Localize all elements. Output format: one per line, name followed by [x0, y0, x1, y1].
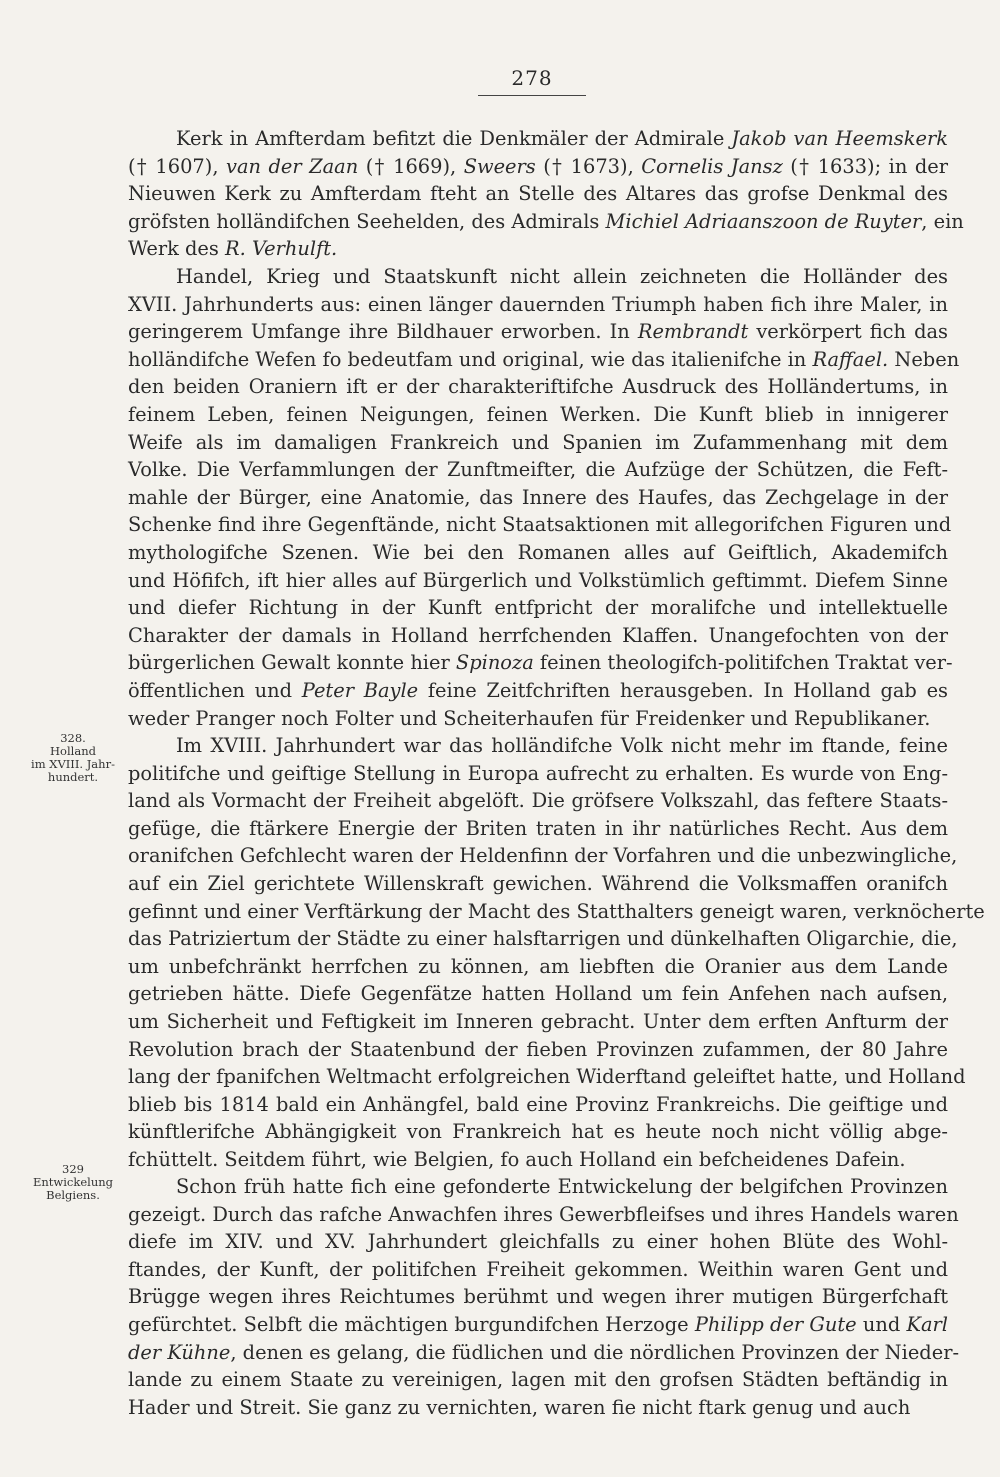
text-run: getrieben hätte. Diefe Gegenfätze hatten Holland um fein Anfehen nach aufsen, — [128, 982, 948, 1006]
text-line — [128, 760, 948, 788]
text-run: ftandes, der Kunft, der politifchen Freiheit gekommen. Weithin waren Gent und — [128, 1257, 948, 1281]
text-run: Weife als im damaligen Frankreich und Spanien im Zufammenhang mit dem — [128, 430, 948, 454]
text-line — [128, 1063, 966, 1091]
text-run: gefinnt und einer Verftärkung der Macht des Statthalters geneigt waren, verknöcherte — [128, 899, 985, 923]
text-line — [128, 318, 948, 346]
text-run: gröfsten holländifchen Seehelden, des Admirals — [128, 209, 606, 233]
text-run: Schenke find ihre Gegenftände, nicht Staatsaktionen mit allegorifchen Figuren und — [128, 513, 952, 537]
margin-note-line: 328. — [60, 731, 86, 745]
margin-note-line: Holland — [50, 744, 96, 758]
text-line — [128, 953, 948, 981]
text-run: Neben — [888, 347, 960, 371]
text-line — [128, 622, 948, 650]
text-run: Schon früh hatte fich eine gefonderte Entwickelung der belgifchen Provinzen — [176, 1175, 948, 1198]
text-run: mythologifche Szenen. Wie bei den Romanen alles auf Geiftlich, Akademifch — [128, 540, 948, 564]
text-run: († 1607), — [128, 154, 226, 178]
text-line — [128, 925, 958, 953]
text-run: Kerk in Amfterdam befitzt die Denkmäler der Admirale — [176, 127, 732, 150]
italic-name: van der Zaan — [225, 154, 359, 178]
italic-name: Michiel Adriaanszoon de Ruyter — [605, 209, 922, 233]
text-line — [128, 898, 985, 926]
text-run: feinen theologifch-politifchen Traktat ver- — [533, 651, 953, 675]
text-run: feinem Leben, feinen Neigungen, feinen Werken. Die Kunft blieb in innigerer — [128, 402, 948, 426]
text-line — [128, 346, 960, 374]
paragraph-1 — [128, 125, 964, 263]
text-run: weder Pranger noch Folter und Scheiterhaufen für Freidenker und Republikaner. — [128, 706, 931, 730]
paragraph-3 — [128, 732, 985, 1174]
text-line — [128, 842, 958, 870]
text-run: († 1669), — [358, 154, 464, 178]
italic-name: der Kühne — [128, 1340, 231, 1364]
text-line — [128, 153, 948, 181]
text-line — [128, 1173, 948, 1201]
text-line — [128, 1008, 948, 1036]
text-line — [128, 456, 948, 484]
text-line — [128, 484, 948, 512]
margin-note-329 — [18, 1163, 128, 1202]
text-line — [128, 1228, 948, 1256]
text-line — [128, 594, 948, 622]
text-run: gezeigt. Durch das rafche Anwachfen ihres Gewerbfleifses und ihres Handels waren — [128, 1202, 959, 1226]
italic-name: Rembrandt — [637, 320, 749, 344]
text-line — [128, 1091, 948, 1119]
text-line — [128, 291, 948, 319]
text-line — [128, 787, 948, 815]
text-line — [128, 125, 948, 153]
text-run: auf ein Ziel gerichtete Willenskraft gewichen. Während die Volksmaffen oranifch — [128, 871, 948, 895]
text-run: um Sicherheit und Feftigkeit im Inneren gebracht. Unter dem erften Anfturm der — [128, 1009, 948, 1033]
text-run: , ein — [921, 209, 964, 233]
text-line — [128, 263, 948, 291]
text-run: Handel, Krieg und Staatskunft nicht allein zeichneten die Holländer des — [176, 265, 948, 288]
text-line — [128, 429, 948, 457]
text-run: Hader und Streit. Sie ganz zu vernichten, waren fie nicht ftark genug und auch — [128, 1395, 911, 1419]
text-line — [128, 732, 948, 760]
text-run: lande zu einem Staate zu vereinigen, lagen mit den grofsen Städten beftändig in — [128, 1368, 948, 1392]
text-run: oranifchen Gefchlecht waren der Heldenfinn der Vorfahren und die unbezwingliche, — [128, 844, 958, 868]
paragraph-4 — [128, 1173, 960, 1421]
text-run: blieb bis 1814 bald ein Anhängfel, bald eine Provinz Frankreichs. Die geiftige und — [128, 1092, 948, 1116]
italic-name: Cornelis Jansz — [641, 154, 783, 178]
text-run: holländifche Wefen fo bedeutfam und original, wie das italienifche in — [128, 347, 813, 371]
text-run: und diefer Richtung in der Kunft entfpricht der moralifche und intellektuelle — [128, 596, 948, 620]
italic-name: Sweers — [463, 154, 536, 178]
text-run: Nieuwen Kerk zu Amfterdam fteht an Stelle des Altares das grofse Denkmal des — [128, 182, 948, 206]
italic-name: Spinoza — [455, 651, 534, 675]
text-run: und Höfifch, ift hier alles auf Bürgerlich und Volkstümlich geftimmt. Diefem Sinne — [128, 568, 948, 592]
text-run: und — [856, 1312, 907, 1336]
italic-name: Philipp der Gute — [694, 1312, 857, 1336]
text-line — [128, 373, 948, 401]
italic-name: Jakob van Heemskerk — [731, 127, 948, 150]
text-run: Volke. Die Verfammlungen der Zunftmeifter, die Aufzüge der Schützen, die Feft- — [128, 458, 948, 482]
margin-note-line: 329 — [62, 1162, 84, 1176]
text-run: das Patriziertum der Städte zu einer halsftarrigen und dünkelhaften Oligarchie, die, — [128, 927, 958, 951]
paragraph-2 — [128, 263, 960, 732]
text-line — [128, 180, 948, 208]
text-line — [128, 1311, 948, 1339]
text-line — [128, 1256, 948, 1284]
text-line — [128, 649, 953, 677]
text-run: geringerem Umfange ihre Bildhauer erworben. In — [128, 320, 638, 344]
text-run: gefürchtet. Selbft die mächtigen burgundifchen Herzoge — [128, 1312, 695, 1336]
italic-name: Raffael. — [812, 347, 889, 371]
italic-name: Peter Bayle — [301, 678, 419, 702]
margin-note-line: im XVIII. Jahr- — [31, 757, 115, 771]
text-run: , denen es gelang, die füdlichen und die nördlichen Provinzen der Nieder- — [230, 1340, 960, 1364]
text-line — [128, 1394, 948, 1422]
text-line — [128, 1366, 948, 1394]
text-line — [128, 1339, 960, 1367]
text-run: XVII. Jahrhunderts aus: einen länger dauernden Triumph haben fich ihre Maler, in — [128, 292, 948, 316]
text-run: politifche und geiftige Stellung in Europa aufrecht zu erhalten. Es wurde von Eng- — [128, 761, 948, 785]
text-run: Im XVIII. Jahrhundert war das holländifche Volk nicht mehr im ftande, feine — [176, 734, 948, 757]
text-line — [128, 1036, 948, 1064]
text-run: Revolution brach der Staatenbund der fieben Provinzen zufammen, der 80 Jahre — [128, 1037, 948, 1061]
page-number: 278 — [511, 66, 553, 90]
margin-note-line: Entwickelung — [32, 1175, 113, 1189]
text-line — [128, 980, 948, 1008]
text-line — [128, 1146, 948, 1174]
italic-name: R. Verhulft. — [225, 237, 338, 261]
text-run: lang der fpanifchen Weltmacht erfolgreichen Widerftand geleiftet hatte, und Holland — [128, 1065, 966, 1089]
text-run: († 1633); in der — [782, 154, 948, 178]
text-run: Werk des — [128, 237, 226, 261]
text-run: verkörpert fich das — [748, 320, 948, 344]
text-run: um unbefchränkt herrfchen zu können, am liebften die Oranier aus dem Lande — [128, 954, 948, 978]
text-run: Brügge wegen ihres Reichtumes berühmt und wegen ihrer mutigen Bürgerfchaft — [128, 1285, 948, 1309]
text-line — [128, 511, 952, 539]
italic-name: Karl — [906, 1312, 948, 1336]
page-number-rule — [478, 95, 586, 96]
text-line — [128, 539, 948, 567]
margin-note-line: hundert. — [47, 770, 99, 784]
text-line — [128, 1283, 948, 1311]
text-line — [128, 677, 948, 705]
text-run: mahle der Bürger, eine Anatomie, das Innere des Haufes, das Zechgelage in der — [128, 485, 948, 509]
text-run: Charakter der damals in Holland herrfchenden Klaffen. Unangefochten von der — [128, 623, 948, 647]
margin-note-328 — [18, 732, 128, 784]
text-line — [128, 870, 948, 898]
margin-note-line: Belgiens. — [46, 1188, 100, 1202]
text-run: bürgerlichen Gewalt konnte hier — [128, 651, 456, 675]
text-line — [128, 1118, 948, 1146]
text-line — [128, 401, 948, 429]
text-line — [128, 567, 948, 595]
text-line — [128, 705, 948, 733]
text-run: land als Vormacht der Freiheit abgelöft. Die gröfsere Volkszahl, das feftere Staats- — [128, 789, 948, 813]
text-run: fchüttelt. Seitdem führt, wie Belgien, fo auch Holland ein befcheidenes Dafein. — [128, 1147, 906, 1171]
text-line — [128, 815, 948, 843]
text-line — [128, 1201, 959, 1229]
text-line — [128, 235, 948, 263]
text-run: gefüge, die ftärkere Energie der Briten traten in ihr natürliches Recht. Aus dem — [128, 816, 948, 840]
text-run: diefe im XIV. und XV. Jahrhundert gleichfalls zu einer hohen Blüte des Wohl- — [128, 1230, 948, 1254]
text-run: öffentlichen und — [128, 678, 302, 702]
text-run: künftlerifche Abhängigkeit von Frankreich hat es heute noch nicht völlig abge- — [128, 1120, 948, 1144]
text-run: († 1673), — [535, 154, 642, 178]
text-run: feine Zeitfchriften herausgeben. In Holland gab es — [418, 678, 949, 702]
text-line — [128, 208, 964, 236]
text-run: den beiden Oraniern ift er der charakteriftifche Ausdruck des Holländertums, in — [128, 375, 948, 399]
